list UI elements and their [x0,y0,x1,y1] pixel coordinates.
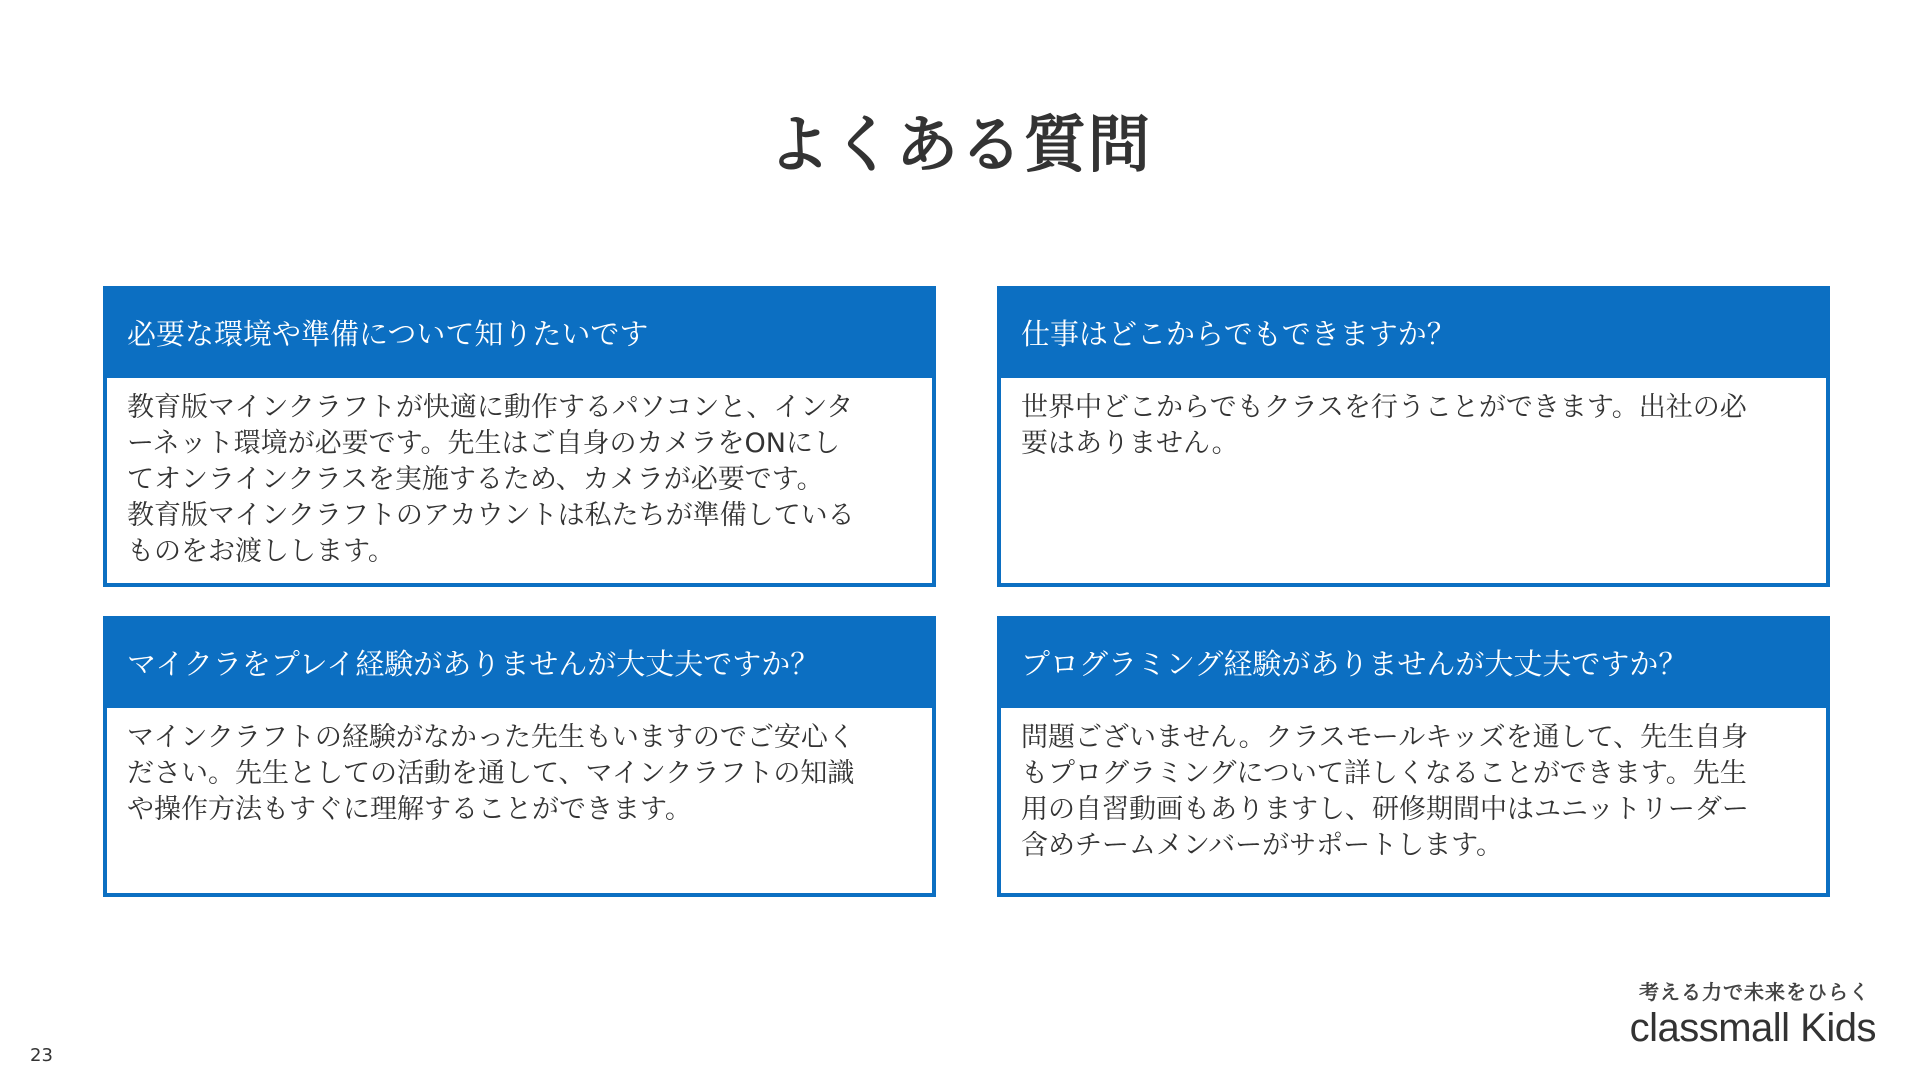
page-number: 23 [30,1045,53,1066]
faq-card-work-location [997,286,1830,587]
faq-answer: マインクラフトの経験がなかった先生もいますのでご安心く ださい。先生としての活動を通して、マインクラフトの知識 や操作方法もすぐに理解することができます。 [127,722,855,825]
faq-answer: 世界中どこからでもクラスを行うことができます。出社の必 要はありません。 [1021,392,1747,459]
faq-answer: 教育版マインクラフトが快適に動作するパソコンと、インタ ーネット環境が必要です。先生はご自身のカメラをONにし てオンラインクラスを実施するため、カメラが必要です。 教育版マインクラフトのアカウントは私たちが準備している ものをお渡しします。 [127,392,855,567]
brand-tagline: 考える力で未来をひらく [1639,980,1870,1004]
brand-logo: classmall Kids [1629,1006,1876,1050]
page-title: よくある質問 [767,108,1152,181]
faq-card-minecraft-experience [103,616,936,897]
faq-question: 仕事はどこからでもできますか？ [1001,290,1826,378]
faq-question: 必要な環境や準備について知りたいです [107,290,932,378]
faq-card-programming-experience [997,616,1830,897]
faq-question: プログラミング経験がありませんが大丈夫ですか？ [1001,620,1826,708]
faq-answer: 問題ございません。クラスモールキッズを通して、先生自身 もプログラミングについて詳しくなることができます。先生 用の自習動画もありますし、研修期間中はユニットリーダー 含めチームメンバーがサポートします。 [1021,722,1749,861]
faq-card-environment [103,286,936,587]
faq-question: マイクラをプレイ経験がありませんが大丈夫ですか？ [107,620,932,708]
